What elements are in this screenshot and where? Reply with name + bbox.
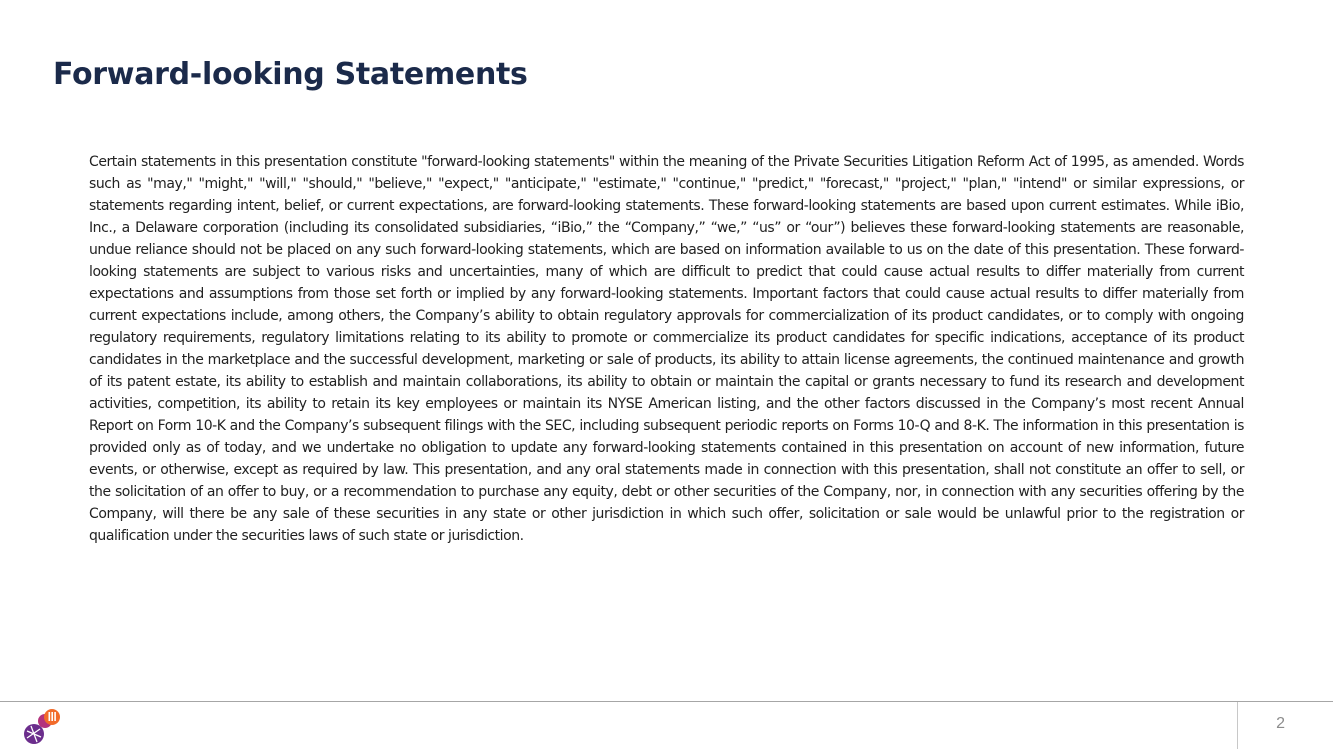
page-number: 2 bbox=[1276, 715, 1285, 732]
disclaimer-text: Certain statements in this presentation constitute "forward-looking statements" within the meaning of the Private Securities Litigation Reform Act of 1995, as amended. Words such as "may," "might," "will," "should," "believe," "expect," "anticipate," "estimate," "continue," "predict," "forecast," "project," "plan," "intend" or similar expressions, or statements regarding intent, belief, or current expectations, are forward-looking statements. These forward-looking statements are based upon current estimates. While iBio, Inc., a Delaware corporation (including its consolidated subsidiaries, “iBio,” the “Company,” “we,” “us” or “our”) believes these forward-looking statements are reasonable, undue reliance should not be placed on any such forward-looking statements, which are based on information available to us on the date of this presentation. These forward-looking statements are subject to various risks and uncertainties, many of which are difficult to predict that could cause actual results to differ materially from current expectations and assumptions from those set forth or implied by any forward-looking statements. Important factors that could cause actual results to differ materially from current expectations include, among others, the Company’s ability to obtain regulatory approvals for commercialization of its product candidates, or to comply with ongoing regulatory requirements, regulatory limitations relating to its ability to promote or commercialize its product candidates for specific indications, acceptance of its product candidates in the marketplace and the successful development, marketing or sale of products, its ability to attain license agreements, the continued maintenance and growth of its patent estate, its ability to establish and maintain collaborations, its ability to obtain or maintain the capital or grants necessary to fund its research and development activities, competition, its ability to retain its key employees or maintain its NYSE American listing, and the other factors discussed in the Company’s most recent Annual Report on Form 10-K and the Company’s subsequent filings with the SEC, including subsequent periodic reports on Forms 10-Q and 8-K. The information in this presentation is provided only as of today, and we undertake no obligation to update any forward-looking statements contained in this presentation on account of new information, future events, or otherwise, except as required by law. This presentation, and any oral statements made in connection with this presentation, shall not constitute an offer to sell, or the solicitation of an offer to buy, or a recommendation to purchase any equity, debt or other securities of the Company, nor, in connection with any securities offering by the Company, will there be any sale of these securities in any state or other jurisdiction in which such offer, solicitation or sale would be unlawful prior to the registration or qualification under the securities laws of such state or jurisdiction. bbox=[89, 154, 1244, 544]
footer-divider-line bbox=[0, 701, 1333, 702]
ibio-logo-icon bbox=[22, 705, 64, 747]
page-title: Forward-looking Statements bbox=[53, 57, 528, 92]
